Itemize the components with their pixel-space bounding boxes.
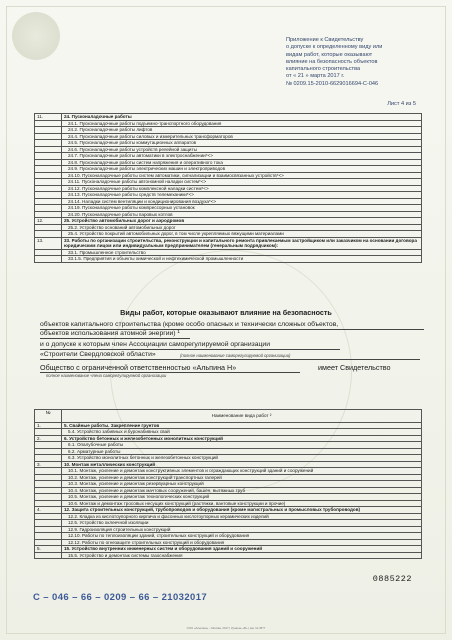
- row-number: 2.: [35, 435, 62, 442]
- row-work-type: 6.3. Устройство монолитных бетонных и железобетонных конструкций: [62, 455, 422, 462]
- sro-name: «Строители Свердловской области»: [40, 350, 420, 360]
- row-work-type: 24.4. Пусконаладочные работы силовых и измерительных трансформаторов: [62, 133, 422, 140]
- sro-name-caption: (полное наименование саморегулируемой организации): [180, 353, 291, 358]
- row-work-type: 24.19. Пусконаладочные работы компрессорных установок: [62, 205, 422, 212]
- row-number: 1.: [35, 422, 62, 429]
- row-work-type: 15.5. Устройство и демонтаж системы газоснабжения: [62, 552, 422, 559]
- row-work-type: 12.2. Кладка из кислотоупорного кирпича и фасонных кислотоупорных керамических изделий: [62, 513, 422, 520]
- row-work-type: 24.13. Пусконаладочные работы средств телемеханики*<>: [62, 192, 422, 199]
- scope-line-2: объектов использования атомной энергии) ¹: [40, 329, 190, 339]
- header-name: Наименование вида работ ²: [62, 410, 422, 423]
- printer-footer: ООО «Альпина» – Москва, 2017 | Уровень «В» | зак. № 4577: [186, 626, 266, 630]
- row-work-type: 24.5. Пусконаладочные работы коммутационных аппаратов: [62, 140, 422, 147]
- row-work-type: 12.5. Устройство оклеечной изоляции: [62, 520, 422, 527]
- row-work-type: 24.2. Пусконаладочные работы лифтов: [62, 127, 422, 134]
- sheet-number: Лист 4 из 5: [387, 101, 416, 107]
- work-types-table-continued: [34, 113, 422, 263]
- header-line: видам работ, которые оказывают: [286, 51, 373, 58]
- row-work-type: 24.9. Пусконаладочные работы электрических машин и электроприводов: [62, 166, 422, 173]
- work-types-table: [34, 409, 422, 559]
- row-number: [35, 256, 62, 263]
- header-line: влияние на безопасность объектов: [286, 58, 378, 65]
- appendix-header: [286, 37, 416, 88]
- row-work-type: 24.7. Пусконаладочные работы автоматики в электроснабжении*<>: [62, 153, 422, 160]
- row-work-type: 6.2. Арматурные работы: [62, 448, 422, 455]
- row-number: 5.: [35, 546, 62, 553]
- row-number: 12.: [35, 218, 62, 225]
- row-work-type: 5. Свайные работы. Закрепление грунтов: [62, 422, 422, 429]
- row-work-type: 10. Монтаж металлических конструкций: [62, 461, 422, 468]
- header-line: капитального строительства: [286, 66, 361, 73]
- row-work-type: 10.4. Монтаж, усиление и демонтаж мачтовых сооружений, башен, вытяжных труб: [62, 487, 422, 494]
- row-work-type: 12.10. Работы по теплоизоляции зданий, строительных конструкций и оборудования: [62, 533, 422, 540]
- scope-line-1: объектов капитального строительства (кроме особо опасных и технически сложных объектов,: [40, 320, 424, 330]
- row-number: 4.: [35, 507, 62, 514]
- header-line: № 0209.15-2010-6629016694-С-046: [286, 80, 379, 87]
- member-name-caption: полное наименование члена саморегулируемой организации: [46, 373, 167, 378]
- row-work-type: 33. Работы по организации строительства, реконструкции и капитального ремонта привлекаемым застройщиком или заказчиком на основании договора юридическим лицом или индивидуальным предпринимателем (генеральным подрядчиком):: [62, 237, 422, 249]
- row-number: 3.: [35, 461, 62, 468]
- row-work-type: 24.14. Наладки систем вентиляции и кондиционирования воздуха*<>: [62, 198, 422, 205]
- row-number: 13.: [35, 237, 62, 249]
- row-work-type: 12.12. Работы по огнезащите строительных конструкций и оборудования: [62, 539, 422, 546]
- table-row: [35, 237, 422, 249]
- row-work-type: 24.20. Пусконаладочные работы паровых котлов: [62, 211, 422, 218]
- registration-number: С – 046 – 66 – 0209 – 66 – 21032017: [33, 592, 208, 603]
- table-header-row: [35, 410, 422, 423]
- row-work-type: 12.9. Гидроизоляция строительных конструкций: [62, 526, 422, 533]
- row-work-type: 25.4. Устройство покрытий автомобильных дорог, в том числе укрепляемых вяжущими материалами: [62, 231, 422, 238]
- member-name: Общество с ограниченной ответственностью «Альпина Н»: [40, 363, 300, 373]
- row-work-type: 24.8. Пусконаладочные работы систем напряжения и оперативного тока: [62, 159, 422, 166]
- row-work-type: 10.1. Монтаж, усиление и демонтаж конструктивных элементов и ограждающих конструкций зданий и сооружений: [62, 468, 422, 475]
- row-work-type: 24.10. Пусконаладочные работы систем автоматики, сигнализации и взаимосвязанных устройств*<>: [62, 172, 422, 179]
- corner-ornament: [8, 8, 64, 64]
- row-work-type: 5.4. Устройство забивных и буронабивных свай: [62, 429, 422, 436]
- row-work-type: 25. Устройство автомобильных дорог и аэродромов: [62, 218, 422, 225]
- table-row: [35, 256, 422, 263]
- row-work-type: 24.6. Пусконаладочные работы устройств релейной защиты: [62, 146, 422, 153]
- header-num: №: [35, 410, 62, 423]
- admission-line: и о допуске к которым член Ассоциации саморегулируемой организации: [40, 340, 340, 350]
- serial-number: 0885222: [372, 574, 412, 584]
- row-work-type: 10.3. Монтаж, усиление и демонтаж резервуарных конструкций: [62, 481, 422, 488]
- section-title: Виды работ, которые оказывают влияние на безопасность: [120, 308, 332, 317]
- row-work-type: 33.1. Промышленное строительство: [62, 249, 422, 256]
- row-work-type: 10.5. Монтаж, усиление и демонтаж технологических конструкций: [62, 494, 422, 501]
- row-work-type: 24.12. Пусконаладочные работы комплексной наладки систем*<>: [62, 185, 422, 192]
- header-line: от « 21 » марта 2017 г.: [286, 73, 345, 80]
- row-work-type: 12. Защита строительных конструкций, трубопроводов и оборудования (кроме магистральных и промысловых трубопроводов): [62, 507, 422, 514]
- row-work-type: 10.2. Монтаж, усиление и демонтаж конструкций транспортных галерей: [62, 474, 422, 481]
- row-work-type: 24.1. Пусконаладочные работы подъемно-транспортного оборудования: [62, 120, 422, 127]
- has-certificate-text: имеет Свидетельство: [318, 363, 391, 372]
- row-work-type: 25.2. Устройство оснований автомобильных дорог: [62, 224, 422, 231]
- header-line: Приложение к Свидетельству: [286, 37, 364, 43]
- row-work-type: 33.1.5. Предприятия и объекты химической и нефтехимической промышленности: [62, 256, 422, 263]
- row-work-type: 15. Устройство внутренних инженерных систем и оборудования зданий и сооружений: [62, 546, 422, 553]
- row-work-type: 6. Устройство бетонных и железобетонных монолитных конструкций: [62, 435, 422, 442]
- row-number: 11.: [35, 114, 62, 121]
- row-work-type: 24. Пусконаладочные работы: [62, 114, 422, 121]
- row-work-type: 10.6. Монтаж и демонтаж тросовых несущих конструкций (растяжки, вантовые конструкции и прочие): [62, 500, 422, 507]
- header-line: о допуске к определенному виду или: [286, 44, 383, 51]
- row-work-type: 24.11. Пусконаладочные работы автономной наладки систем*<>: [62, 179, 422, 186]
- table-row: [35, 552, 422, 559]
- row-work-type: 6.1. Опалубочные работы: [62, 442, 422, 449]
- row-number: [35, 552, 62, 559]
